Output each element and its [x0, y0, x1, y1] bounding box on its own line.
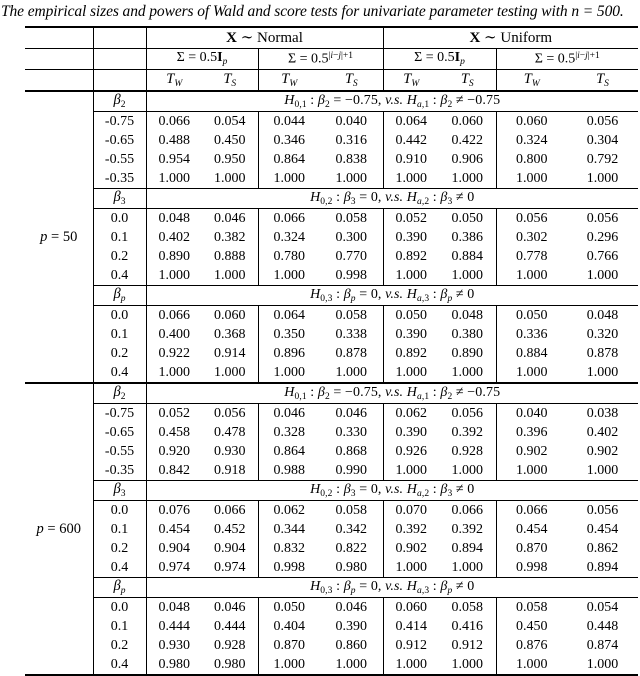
value-cell: 0.454 [146, 520, 202, 539]
value-cell: 0.058 [335, 307, 367, 323]
value-cell: 1.000 [496, 266, 567, 286]
value-cell: 1.000 [586, 462, 619, 478]
hypothesis-row [25, 383, 638, 404]
beta-value-label: 0.4 [93, 558, 146, 578]
beta-label: $\beta_3$ [93, 189, 146, 209]
value-cell: 0.050 [383, 306, 439, 326]
beta-label: $\beta_2$ [93, 383, 146, 404]
p-block [25, 91, 638, 383]
hypothesis-row [25, 91, 638, 112]
value-cell: 0.890 [451, 345, 483, 361]
value-cell: 1.000 [586, 267, 619, 283]
value-cell: 0.450 [496, 617, 567, 636]
value-cell: 0.392 [451, 521, 483, 537]
data-row [25, 247, 638, 266]
data-row [25, 423, 638, 442]
value-cell: 0.046 [214, 210, 246, 226]
value-cell: 0.076 [146, 501, 202, 521]
value-cell: 0.058 [496, 598, 567, 618]
hypothesis-text: $H_{0,3}$ : $\beta_p = 0$, v.s. $H_{a,3}$ : $\beta_p \ne 0$ [146, 578, 638, 598]
value-cell: 1.000 [496, 363, 567, 383]
beta-value-label: -0.75 [93, 112, 146, 132]
value-cell: 0.974 [146, 558, 202, 578]
data-row [25, 325, 638, 344]
data-row [25, 266, 638, 286]
value-cell: 0.056 [214, 405, 246, 421]
value-cell: 0.864 [258, 442, 320, 461]
empty-cell [93, 49, 146, 70]
value-cell: 0.392 [383, 520, 439, 539]
hypothesis-row [25, 189, 638, 209]
value-cell: 0.052 [383, 209, 439, 229]
value-cell: 0.980 [146, 655, 202, 675]
value-cell: 1.000 [451, 267, 483, 283]
value-cell: 0.046 [335, 405, 367, 421]
value-cell: 0.056 [586, 502, 619, 518]
value-cell: 1.000 [335, 364, 367, 380]
value-cell: 0.316 [335, 132, 367, 148]
beta-value-label: 0.1 [93, 325, 146, 344]
empty-cell [93, 27, 146, 49]
value-cell: 0.488 [146, 131, 202, 150]
beta-value-label: -0.55 [93, 442, 146, 461]
p-block [25, 383, 638, 675]
beta-value-label: 0.1 [93, 228, 146, 247]
value-cell: 0.050 [258, 598, 320, 618]
value-cell: 0.896 [258, 344, 320, 363]
test-header: $T_W$ [258, 70, 320, 92]
value-cell: 0.422 [451, 132, 483, 148]
value-cell: 0.950 [214, 151, 246, 167]
beta-value-label: 0.4 [93, 363, 146, 383]
beta-label: $\beta_2$ [93, 91, 146, 112]
value-cell: 0.922 [146, 344, 202, 363]
value-cell: 0.062 [258, 501, 320, 521]
value-cell: 0.056 [496, 209, 567, 229]
hypothesis-text: $H_{0,1}$ : $\beta_2 = -0.75$, v.s. $H_{a,1}$ : $\beta_2 \ne -0.75$ [146, 91, 638, 112]
value-cell: 0.402 [146, 228, 202, 247]
value-cell: 1.000 [383, 461, 439, 481]
value-cell: 0.450 [214, 132, 246, 148]
value-cell: 0.780 [258, 247, 320, 266]
value-cell: 0.980 [214, 656, 246, 672]
value-cell: 0.998 [258, 558, 320, 578]
value-cell: 1.000 [586, 170, 619, 186]
value-cell: 0.380 [451, 326, 483, 342]
value-cell: 0.390 [383, 228, 439, 247]
value-cell: 0.038 [586, 405, 619, 421]
value-cell: 0.926 [383, 442, 439, 461]
value-cell: 1.000 [451, 364, 483, 380]
value-cell: 0.416 [451, 618, 483, 634]
col-group-normal: X ∼ Normal [146, 27, 383, 49]
table-header [25, 27, 638, 91]
sigma-header: $\Sigma = 0.5^{|i-j|+1}$ [258, 49, 383, 70]
value-cell: 0.060 [214, 307, 246, 323]
hypothesis-text: $H_{0,3}$ : $\beta_p = 0$, v.s. $H_{a,3}$ : $\beta_p \ne 0$ [146, 286, 638, 306]
beta-value-label: -0.35 [93, 169, 146, 189]
value-cell: 0.792 [586, 151, 619, 167]
value-cell: 0.066 [451, 502, 483, 518]
value-cell: 0.390 [383, 325, 439, 344]
beta-value-label: -0.55 [93, 150, 146, 169]
value-cell: 0.338 [335, 326, 367, 342]
value-cell: 0.912 [383, 636, 439, 655]
value-cell: 0.344 [258, 520, 320, 539]
data-row [25, 617, 638, 636]
data-row [25, 169, 638, 189]
hypothesis-text: $H_{0,2}$ : $\beta_3 = 0$, v.s. $H_{a,2}$ : $\beta_3 \ne 0$ [146, 189, 638, 209]
test-header: $T_S$ [567, 70, 638, 92]
data-row [25, 112, 638, 132]
value-cell: 1.000 [146, 363, 202, 383]
hypothesis-text: $H_{0,2}$ : $\beta_3 = 0$, v.s. $H_{a,2}$ : $\beta_3 \ne 0$ [146, 481, 638, 501]
value-cell: 1.000 [451, 170, 483, 186]
value-cell: 0.902 [496, 442, 567, 461]
beta-label: $\beta_p$ [93, 286, 146, 306]
value-cell: 0.454 [586, 521, 619, 537]
beta-value-label: -0.65 [93, 423, 146, 442]
data-row [25, 131, 638, 150]
beta-value-label: -0.75 [93, 404, 146, 424]
data-row [25, 501, 638, 521]
value-cell: 0.064 [383, 112, 439, 132]
value-cell: 0.056 [451, 405, 483, 421]
beta-value-label: -0.65 [93, 131, 146, 150]
value-cell: 0.066 [146, 112, 202, 132]
data-row [25, 520, 638, 539]
value-cell: 0.390 [335, 618, 367, 634]
hypothesis-row [25, 578, 638, 598]
test-header: $T_S$ [439, 70, 496, 92]
value-cell: 0.838 [335, 151, 367, 167]
value-cell: 0.862 [586, 540, 619, 556]
value-cell: 1.000 [586, 656, 619, 672]
value-cell: 0.832 [258, 539, 320, 558]
beta-value-label: -0.35 [93, 461, 146, 481]
distribution-header-row [25, 27, 638, 49]
value-cell: 1.000 [496, 655, 567, 675]
value-cell: 0.452 [214, 521, 246, 537]
value-cell: 0.382 [214, 229, 246, 245]
value-cell: 1.000 [383, 169, 439, 189]
value-cell: 0.346 [258, 131, 320, 150]
value-cell: 0.058 [335, 210, 367, 226]
value-cell: 0.048 [451, 307, 483, 323]
data-row [25, 461, 638, 481]
value-cell: 0.912 [451, 637, 483, 653]
value-cell: 0.058 [335, 502, 367, 518]
value-cell: 0.930 [146, 636, 202, 655]
value-cell: 0.302 [496, 228, 567, 247]
value-cell: 0.884 [451, 248, 483, 264]
empty-cell [25, 27, 93, 49]
value-cell: 0.892 [383, 247, 439, 266]
value-cell: 0.954 [146, 150, 202, 169]
test-header: $T_S$ [320, 70, 383, 92]
beta-value-label: 0.2 [93, 636, 146, 655]
beta-value-label: 0.0 [93, 306, 146, 326]
value-cell: 0.324 [496, 131, 567, 150]
value-cell: 1.000 [258, 363, 320, 383]
value-cell: 0.974 [214, 559, 246, 575]
value-cell: 0.300 [335, 229, 367, 245]
data-row [25, 636, 638, 655]
sigma-header: $\Sigma = 0.5^{|i-j|+1}$ [496, 49, 638, 70]
value-cell: 0.918 [214, 462, 246, 478]
beta-value-label: 0.4 [93, 655, 146, 675]
value-cell: 0.054 [214, 113, 246, 129]
beta-value-label: 0.0 [93, 598, 146, 618]
p-label: p = 600 [25, 383, 93, 675]
value-cell: 0.058 [451, 599, 483, 615]
value-cell: 1.000 [496, 169, 567, 189]
data-row [25, 442, 638, 461]
value-cell: 0.046 [214, 599, 246, 615]
value-cell: 0.892 [383, 344, 439, 363]
value-cell: 0.328 [258, 423, 320, 442]
value-cell: 0.442 [383, 131, 439, 150]
value-cell: 0.876 [496, 636, 567, 655]
p-label: p = 50 [25, 91, 93, 383]
data-row [25, 655, 638, 675]
value-cell: 0.060 [451, 113, 483, 129]
value-cell: 0.998 [335, 267, 367, 283]
value-cell: 1.000 [383, 655, 439, 675]
hypothesis-text: $H_{0,1}$ : $\beta_2 = -0.75$, v.s. $H_{a,1}$ : $\beta_2 \ne -0.75$ [146, 383, 638, 404]
value-cell: 1.000 [451, 559, 483, 575]
beta-value-label: 0.4 [93, 266, 146, 286]
value-cell: 0.864 [258, 150, 320, 169]
value-cell: 1.000 [451, 462, 483, 478]
beta-label: $\beta_p$ [93, 578, 146, 598]
value-cell: 0.048 [586, 307, 619, 323]
value-cell: 0.920 [146, 442, 202, 461]
col-group-uniform: X ∼ Uniform [383, 27, 638, 49]
value-cell: 1.000 [335, 170, 367, 186]
value-cell: 0.988 [258, 461, 320, 481]
value-cell: 1.000 [258, 655, 320, 675]
value-cell: 0.392 [451, 424, 483, 440]
value-cell: 0.868 [335, 443, 367, 459]
sigma-header-row [25, 49, 638, 70]
value-cell: 1.000 [214, 364, 246, 380]
value-cell: 0.048 [146, 598, 202, 618]
value-cell: 1.000 [383, 266, 439, 286]
beta-value-label: 0.2 [93, 344, 146, 363]
value-cell: 0.454 [496, 520, 567, 539]
value-cell: 0.928 [451, 443, 483, 459]
value-cell: 0.414 [383, 617, 439, 636]
empty-cell [25, 49, 93, 70]
value-cell: 0.766 [586, 248, 619, 264]
value-cell: 0.054 [586, 599, 619, 615]
value-cell: 0.052 [146, 404, 202, 424]
value-cell: 0.046 [258, 404, 320, 424]
value-cell: 1.000 [496, 461, 567, 481]
value-cell: 0.342 [335, 521, 367, 537]
value-cell: 0.448 [586, 618, 619, 634]
beta-value-label: 0.1 [93, 617, 146, 636]
value-cell: 0.402 [586, 424, 619, 440]
value-cell: 1.000 [451, 656, 483, 672]
value-cell: 0.070 [383, 501, 439, 521]
test-header: $T_S$ [202, 70, 258, 92]
value-cell: 0.060 [383, 598, 439, 618]
value-cell: 0.444 [214, 618, 246, 634]
value-cell: 0.304 [586, 132, 619, 148]
value-cell: 1.000 [146, 266, 202, 286]
value-cell: 0.870 [496, 539, 567, 558]
data-row [25, 363, 638, 383]
beta-value-label: 0.0 [93, 501, 146, 521]
value-cell: 0.458 [146, 423, 202, 442]
value-cell: 0.390 [383, 423, 439, 442]
value-cell: 0.998 [496, 558, 567, 578]
value-cell: 0.040 [496, 404, 567, 424]
value-cell: 0.930 [214, 443, 246, 459]
test-header-row [25, 70, 638, 92]
value-cell: 0.878 [586, 345, 619, 361]
value-cell: 0.842 [146, 461, 202, 481]
value-cell: 0.046 [335, 599, 367, 615]
value-cell: 0.902 [586, 443, 619, 459]
value-cell: 1.000 [214, 267, 246, 283]
value-cell: 0.894 [586, 559, 619, 575]
value-cell: 0.368 [214, 326, 246, 342]
test-header: $T_W$ [146, 70, 202, 92]
value-cell: 0.056 [586, 113, 619, 129]
data-row [25, 558, 638, 578]
value-cell: 0.770 [335, 248, 367, 264]
value-cell: 0.800 [496, 150, 567, 169]
test-header: $T_W$ [383, 70, 439, 92]
data-row [25, 598, 638, 618]
value-cell: 0.902 [383, 539, 439, 558]
value-cell: 0.066 [146, 306, 202, 326]
value-cell: 0.906 [451, 151, 483, 167]
value-cell: 1.000 [146, 169, 202, 189]
value-cell: 0.064 [258, 306, 320, 326]
value-cell: 0.056 [586, 210, 619, 226]
value-cell: 0.336 [496, 325, 567, 344]
sigma-header: $\Sigma = 0.5I_p$ [146, 49, 258, 70]
value-cell: 0.324 [258, 228, 320, 247]
data-row [25, 344, 638, 363]
value-cell: 0.400 [146, 325, 202, 344]
value-cell: 0.066 [214, 502, 246, 518]
value-cell: 0.894 [451, 540, 483, 556]
test-header: $T_W$ [496, 70, 567, 92]
value-cell: 0.914 [214, 345, 246, 361]
beta-value-label: 0.1 [93, 520, 146, 539]
value-cell: 0.778 [496, 247, 567, 266]
sigma-header: $\Sigma = 0.5I_p$ [383, 49, 496, 70]
value-cell: 1.000 [383, 558, 439, 578]
value-cell: 0.050 [451, 210, 483, 226]
value-cell: 0.928 [214, 637, 246, 653]
value-cell: 0.888 [214, 248, 246, 264]
value-cell: 0.884 [496, 344, 567, 363]
value-cell: 0.066 [496, 501, 567, 521]
value-cell: 1.000 [258, 169, 320, 189]
table-caption: The empirical sizes and powers of Wald and score tests for univariate parameter testing with n = 500. [1, 3, 624, 20]
value-cell: 0.478 [214, 424, 246, 440]
value-cell: 0.990 [335, 462, 367, 478]
value-cell: 0.062 [383, 404, 439, 424]
value-cell: 1.000 [383, 363, 439, 383]
hypothesis-row [25, 286, 638, 306]
value-cell: 0.040 [335, 113, 367, 129]
value-cell: 1.000 [335, 656, 367, 672]
data-row [25, 150, 638, 169]
beta-value-label: 0.2 [93, 539, 146, 558]
value-cell: 0.860 [335, 637, 367, 653]
value-cell: 0.386 [451, 229, 483, 245]
beta-value-label: 0.2 [93, 247, 146, 266]
value-cell: 0.044 [258, 112, 320, 132]
beta-label: $\beta_3$ [93, 481, 146, 501]
hypothesis-row [25, 481, 638, 501]
value-cell: 0.330 [335, 424, 367, 440]
beta-value-label: 0.0 [93, 209, 146, 229]
value-cell: 0.874 [586, 637, 619, 653]
value-cell: 0.904 [214, 540, 246, 556]
value-cell: 0.396 [496, 423, 567, 442]
value-cell: 0.066 [258, 209, 320, 229]
value-cell: 0.910 [383, 150, 439, 169]
value-cell: 0.870 [258, 636, 320, 655]
value-cell: 1.000 [214, 170, 246, 186]
value-cell: 0.050 [496, 306, 567, 326]
value-cell: 0.296 [586, 229, 619, 245]
empty-cell [25, 70, 93, 92]
value-cell: 0.060 [496, 112, 567, 132]
data-row [25, 404, 638, 424]
data-row [25, 228, 638, 247]
results-table [25, 26, 638, 676]
empty-cell [93, 70, 146, 92]
value-cell: 0.822 [335, 540, 367, 556]
value-cell: 1.000 [586, 364, 619, 380]
value-cell: 0.890 [146, 247, 202, 266]
value-cell: 0.350 [258, 325, 320, 344]
value-cell: 1.000 [258, 266, 320, 286]
data-row [25, 209, 638, 229]
value-cell: 0.444 [146, 617, 202, 636]
value-cell: 0.320 [586, 326, 619, 342]
value-cell: 0.878 [335, 345, 367, 361]
data-row [25, 539, 638, 558]
value-cell: 0.904 [146, 539, 202, 558]
value-cell: 0.980 [335, 559, 367, 575]
value-cell: 0.048 [146, 209, 202, 229]
value-cell: 0.404 [258, 617, 320, 636]
data-row [25, 306, 638, 326]
